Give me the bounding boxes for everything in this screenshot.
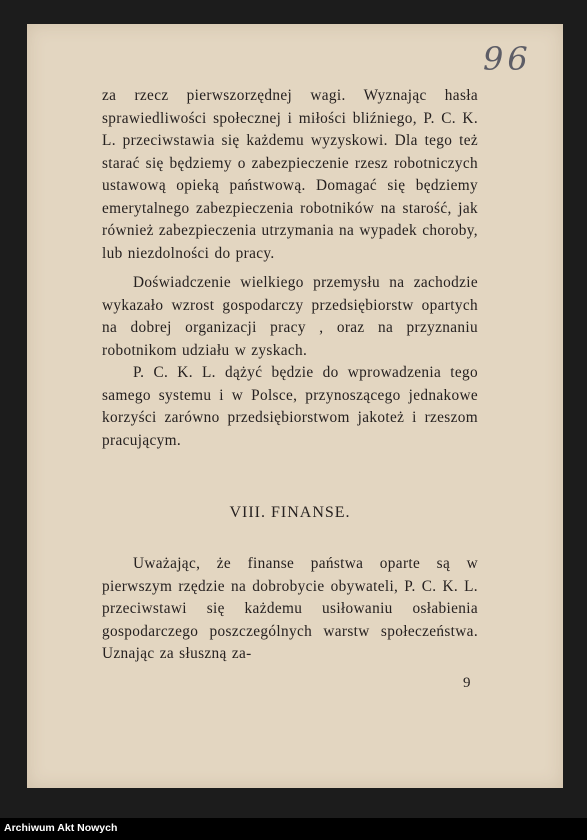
body-text-top — [102, 85, 478, 452]
archive-footer-bar — [0, 818, 587, 840]
handwritten-page-number: 96 — [483, 40, 532, 78]
section-heading: VIII. FINANSE. — [229, 504, 351, 521]
body-text-bottom — [102, 553, 478, 666]
archive-name: Archiwum Akt Nowych — [4, 822, 118, 834]
paragraph-1: za rzecz pierwszorzędnej wagi. Wyznając hasła sprawiedliwości społecznej i miłości bliźniego, P. C. K. L. przeciwstawia się każdemu wyzyskowi. Dla tego też starać się będziemy o zabezpieczenie rzesz robotniczych ustawową opieką państwową. Domagać się będziemy emerytalnego zabezpieczenia robotników na starość, jak również zabezpieczenia utrzymania na wypadek choroby, lub niezdolności do pracy. — [102, 87, 478, 262]
paragraph-4: Uważając, że finanse państwa oparte są w pierwszym rzędzie na dobrobycie obywateli, P. C. K. L. przeciwstawi się każdemu usiłowaniu osłabienia gospodarczego poszczególnych warstw społeczeństwa. Uznając za słuszną za- — [102, 555, 478, 662]
paragraph-2: Doświadczenie wielkiego przemysłu na zachodzie wykazało wzrost gospodarczy przedsiębiorstw opartych na dobrej organizacji pracy , oraz na przyznaniu robotnikom udziału w zyskach. — [102, 274, 478, 359]
paragraph-3: P. C. K. L. dążyć będzie do wprowadzenia tego samego systemu i w Polsce, przynoszącego jednakowe korzyści zarówno przedsiębiorstwom jakoteż i rzeszom pracującym. — [102, 364, 478, 449]
document-page — [27, 24, 563, 788]
printed-page-number: 9 — [463, 675, 471, 691]
